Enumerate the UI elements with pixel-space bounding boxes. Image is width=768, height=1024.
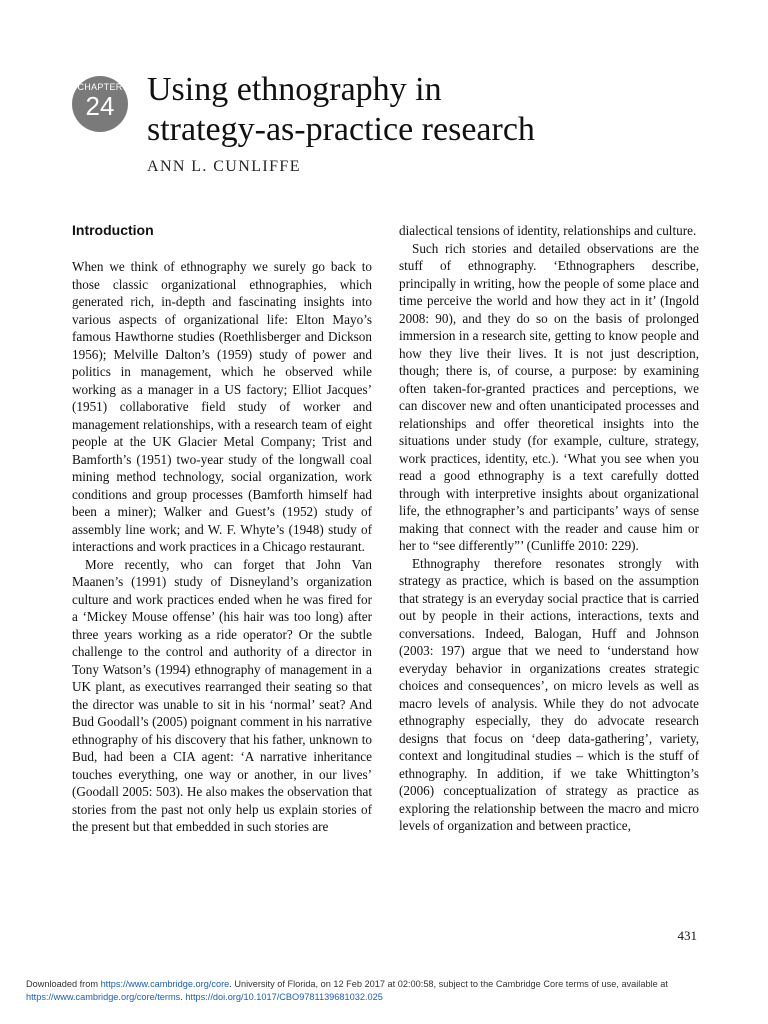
- footer-middle: . University of Florida, on 12 Feb 2017 at 02:00:58, subject to the Cambridge Core terms of use, available at: [229, 979, 668, 989]
- paragraph: When we think of ethnography we surely go back to those classic organizational ethnographies, which generated rich, in-depth and fascinating insights into various aspects of organizational life: Elton Mayo’s famous Hawthorne studies (Roethlisberger and Dickson 1956); Melville Dalton’s (1959) study of power and politics in management, which he observed while working as a manager in a US factory; Elliot Jacques’ (1951) collaborative field study of worker and management relationships, with a research team of eight people at the UK Glacier Metal Company; Trist and Bamforth’s (1951) two-year study of the longwall coal mining method technology, social organization, work conditions and group processes (Bamforth himself had been a miner); Walker and Guest’s (1952) study of assembly line work; and W. F. Whyte’s (1948) study of interactions and work practices in a Chicago restaurant.: [72, 259, 372, 554]
- left-column: [72, 258, 372, 836]
- paragraph: Such rich stories and detailed observations are the stuff of ethnography. ‘Ethnographers describe, principally in writing, how the people of some place and time perceive the world and how they act in it’ (Ingold 2008: 90), and they do so on the basis of prolonged immersion in a research site, getting to know people and how they live their lives. It is not just description, though; there is, of course, a purpose: by examining often taken-for-granted practices and perceptions, we can discover new and often unanticipated processes and relationships and offer theoretical insights into the situations under study (for example, culture, strategy, work practices, identity, etc.). ‘What you see when you read a good ethnography is a text carefully dotted through with interpretive insights about organizational life, the ethnographer’s and participants’ ways of sense making that connect with the reader and cause him or her to “see differently”’ (Cunliffe 2010: 229).: [399, 240, 699, 553]
- doi-link[interactable]: https://doi.org/10.1017/CBO9781139681032.025: [185, 992, 383, 1002]
- right-column: [399, 222, 699, 835]
- paragraph: Ethnography therefore resonates strongly with strategy as practice, which is based on the assumption that strategy is an everyday social practice that is carried out by people in their actions, interactions, texts and conversations. Indeed, Balogan, Huff and Johnson (2003: 197) argue that we need to ‘understand how everyday behavior in organizations creates strategic choices and consequences’, on micro levels as well as macro levels of analysis. While they do not advocate ethnography especially, they do advocate research designs that focus on ‘deep data-gathering’, variety, context and longitudinal studies – which is the stuff of ethnography. In addition, if we take Whittington’s (2006) conceptualization of strategy as practice as exploring the relationship between the macro and micro levels of organization and between practice,: [399, 555, 699, 833]
- terms-link[interactable]: https://www.cambridge.org/core/terms: [26, 992, 181, 1002]
- page-number: 431: [677, 928, 697, 943]
- footer-separator: .: [180, 992, 186, 1002]
- chapter-title: [147, 70, 707, 150]
- section-heading: Introduction: [72, 222, 154, 238]
- download-footer: [26, 978, 746, 1004]
- author-name: ANN L. CUNLIFFE: [147, 158, 301, 175]
- chapter-title-line-2: strategy-as-practice research: [147, 111, 535, 148]
- paragraph: dialectical tensions of identity, relationships and culture.: [399, 223, 697, 238]
- chapter-title-line-1: Using ethnography in: [147, 71, 442, 108]
- chapter-number: 24: [85, 91, 115, 121]
- cambridge-core-link[interactable]: https://www.cambridge.org/core: [100, 979, 230, 989]
- footer-prefix: Downloaded from: [26, 979, 101, 989]
- paragraph: More recently, who can forget that John Van Maanen’s (1991) study of Disneyland’s organization culture and work practices ended when he was fired for a ‘Mickey Mouse offense’ (his hair was too long) after three years working as a ride operator? Or the subtle challenge to the control and authority of a director in Tony Watson’s (1994) ethnography of management in a UK plant, as executives rearranged their seating so that the director was unable to sit in his ‘normal’ seat? And Bud Goodall’s (2005) poignant comment in his narrative ethnography of his discovery that his father, unknown to Bud, had been a CIA agent: ‘A narrative inheritance touches everything, one way or another, in our lives’ (Goodall 2005: 503). He also makes the observation that stories from the past not only help us explain stories of the present but that embedded in such stories are: [72, 556, 372, 834]
- chapter-badge: [72, 76, 128, 132]
- chapter-label: CHAPTER: [77, 82, 123, 92]
